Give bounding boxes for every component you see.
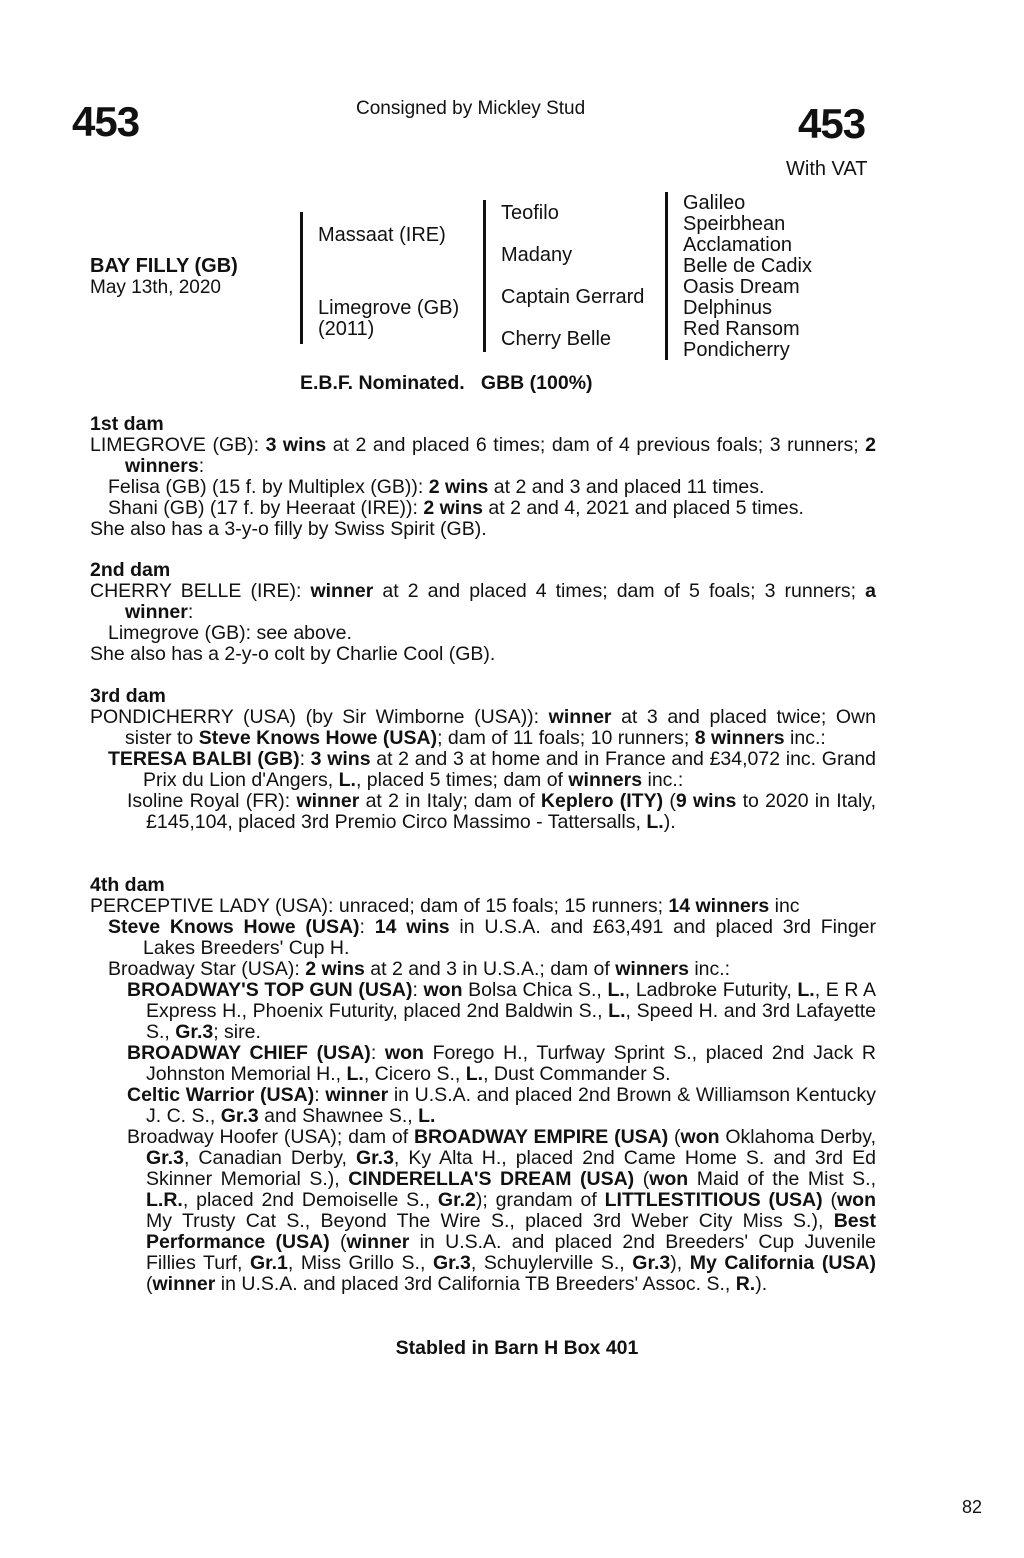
pedigree-gen3-item: Speirbhean	[683, 213, 786, 235]
pedigree-gen3-item: Red Ransom	[683, 318, 800, 340]
produce-line: BROADWAY'S TOP GUN (USA): won Bolsa Chica S., L., Ladbroke Futurity, L., E R A Express H., Phoenix Futurity, placed 2nd Baldwin S., L., Speed H. and 3rd Lafayette S., Gr.3; sire.	[127, 979, 877, 1043]
pedigree-gen3-item: Belle de Cadix	[683, 255, 812, 277]
pedigree-gen2-item: Cherry Belle	[501, 328, 612, 350]
produce-line: Limegrove (GB): see above.	[108, 622, 352, 644]
third-dam-section	[90, 686, 876, 833]
pedigree-dam: Limegrove (GB)	[318, 297, 460, 319]
produce-line: BROADWAY CHIEF (USA): won Forego H., Turfway Sprint S., placed 2nd Jack R Johnston Memorial H., L., Cicero S., L., Dust Commander S.	[127, 1042, 876, 1085]
produce-note: She also has a 2-y-o colt by Charlie Cool (GB).	[90, 643, 496, 665]
stabling-info: Stabled in Barn H Box 401	[395, 1337, 639, 1359]
horse-foaled: May 13th, 2020	[90, 277, 221, 298]
pedigree-gen2-item: Teofilo	[501, 202, 559, 224]
second-dam-section	[90, 560, 876, 665]
pedigree-gen3-item: Acclamation	[683, 234, 792, 256]
produce-line: Broadway Hoofer (USA); dam of BROADWAY EMPIRE (USA) (won Oklahoma Derby, Gr.3, Canadian Derby, Gr.3, Ky Alta H., placed 2nd Came Home S. and 3rd Ed Skinner Memorial S.), CINDERELLA'S DREAM (USA) (won Maid of the Mist S., L.R., placed 2nd Demoiselle S., Gr.2); grandam of LITTLESTITIOUS (USA) (won My Trusty Cat S., Beyond The Wire S., placed 3rd Weber City Miss S.), Best Performance (USA) (winner in U.S.A. and placed 2nd Breeders' Cup Juvenile Fillies Turf, Gr.1, Miss Grillo S., Gr.3, Schuylerville S., Gr.3), My California (USA) (winner in U.S.A. and placed 3rd California TB Breeders' Assoc. S., R.).	[127, 1126, 877, 1295]
dam-summary: CHERRY BELLE (IRE): winner at 2 and placed 4 times; dam of 5 foals; 3 runners; a winner:	[90, 580, 876, 623]
produce-line: Shani (GB) (17 f. by Heeraat (IRE)): 2 wins at 2 and 4, 2021 and placed 5 times.	[108, 497, 804, 519]
first-dam-section	[90, 414, 876, 540]
produce-line: Felisa (GB) (15 f. by Multiplex (GB)): 2 wins at 2 and 3 and placed 11 times.	[108, 476, 765, 498]
pedigree-gen2-item: Madany	[501, 244, 573, 266]
dam-summary: LIMEGROVE (GB): 3 wins at 2 and placed 6 times; dam of 4 previous foals; 3 runners; 2 winners:	[90, 434, 877, 477]
fourth-dam-section	[90, 875, 876, 1295]
horse-name: BAY FILLY (GB)	[90, 255, 238, 277]
produce-line: Steve Knows Howe (USA): 14 wins in U.S.A. and £63,491 and placed 3rd Finger Lakes Breeders' Cup H.	[108, 916, 877, 959]
produce-line: Celtic Warrior (USA): winner in U.S.A. and placed 2nd Brown & Williamson Kentucky J. C. S., Gr.3 and Shawnee S., L.	[127, 1084, 877, 1127]
lot-number-right: 453	[798, 100, 866, 147]
page-number: 82	[962, 1497, 983, 1517]
section-heading: 1st dam	[90, 413, 164, 435]
pedigree-gen3-item: Pondicherry	[683, 339, 790, 361]
pedigree-sire: Massaat (IRE)	[318, 224, 446, 246]
produce-line: Broadway Star (USA): 2 wins at 2 and 3 in U.S.A.; dam of winners inc.:	[108, 958, 731, 980]
pedigree-gen3-item: Oasis Dream	[683, 276, 800, 298]
produce-line: TERESA BALBI (GB): 3 wins at 2 and 3 at home and in France and £34,072 inc. Grand Prix du Lion d'Angers, L., placed 5 times; dam of winners inc.:	[108, 748, 876, 791]
produce-note: She also has a 3-y-o filly by Swiss Spirit (GB).	[90, 518, 487, 540]
pedigree-divider-3	[665, 192, 668, 360]
dam-summary: PONDICHERRY (USA) (by Sir Wimborne (USA)): winner at 3 and placed twice; Own sister to Steve Knows Howe (USA); dam of 11 foals; 10 runners; 8 winners inc.:	[90, 706, 876, 749]
lot-number-left: 453	[72, 98, 140, 145]
pedigree-gen2-item: Captain Gerrard	[501, 286, 645, 308]
consignor: Consigned by Mickley Stud	[356, 98, 586, 119]
section-heading: 3rd dam	[90, 685, 166, 707]
vat-status: With VAT	[786, 158, 868, 180]
section-heading: 4th dam	[90, 874, 165, 896]
pedigree-dam-year: (2011)	[318, 318, 375, 340]
pedigree-gen3-item: Delphinus	[683, 297, 772, 319]
section-heading: 2nd dam	[90, 559, 171, 581]
nominations: E.B.F. Nominated. GBB (100%)	[300, 372, 593, 394]
pedigree-divider-2	[483, 200, 486, 352]
dam-summary: PERCEPTIVE LADY (USA): unraced; dam of 15 foals; 15 runners; 14 winners inc	[90, 895, 800, 917]
pedigree-gen3-item: Galileo	[683, 192, 746, 214]
produce-line: Isoline Royal (FR): winner at 2 in Italy; dam of Keplero (ITY) (9 wins to 2020 in Italy, £145,104, placed 3rd Premio Circo Massimo - Tattersalls, L.).	[127, 790, 876, 833]
pedigree-divider-1	[300, 212, 303, 344]
